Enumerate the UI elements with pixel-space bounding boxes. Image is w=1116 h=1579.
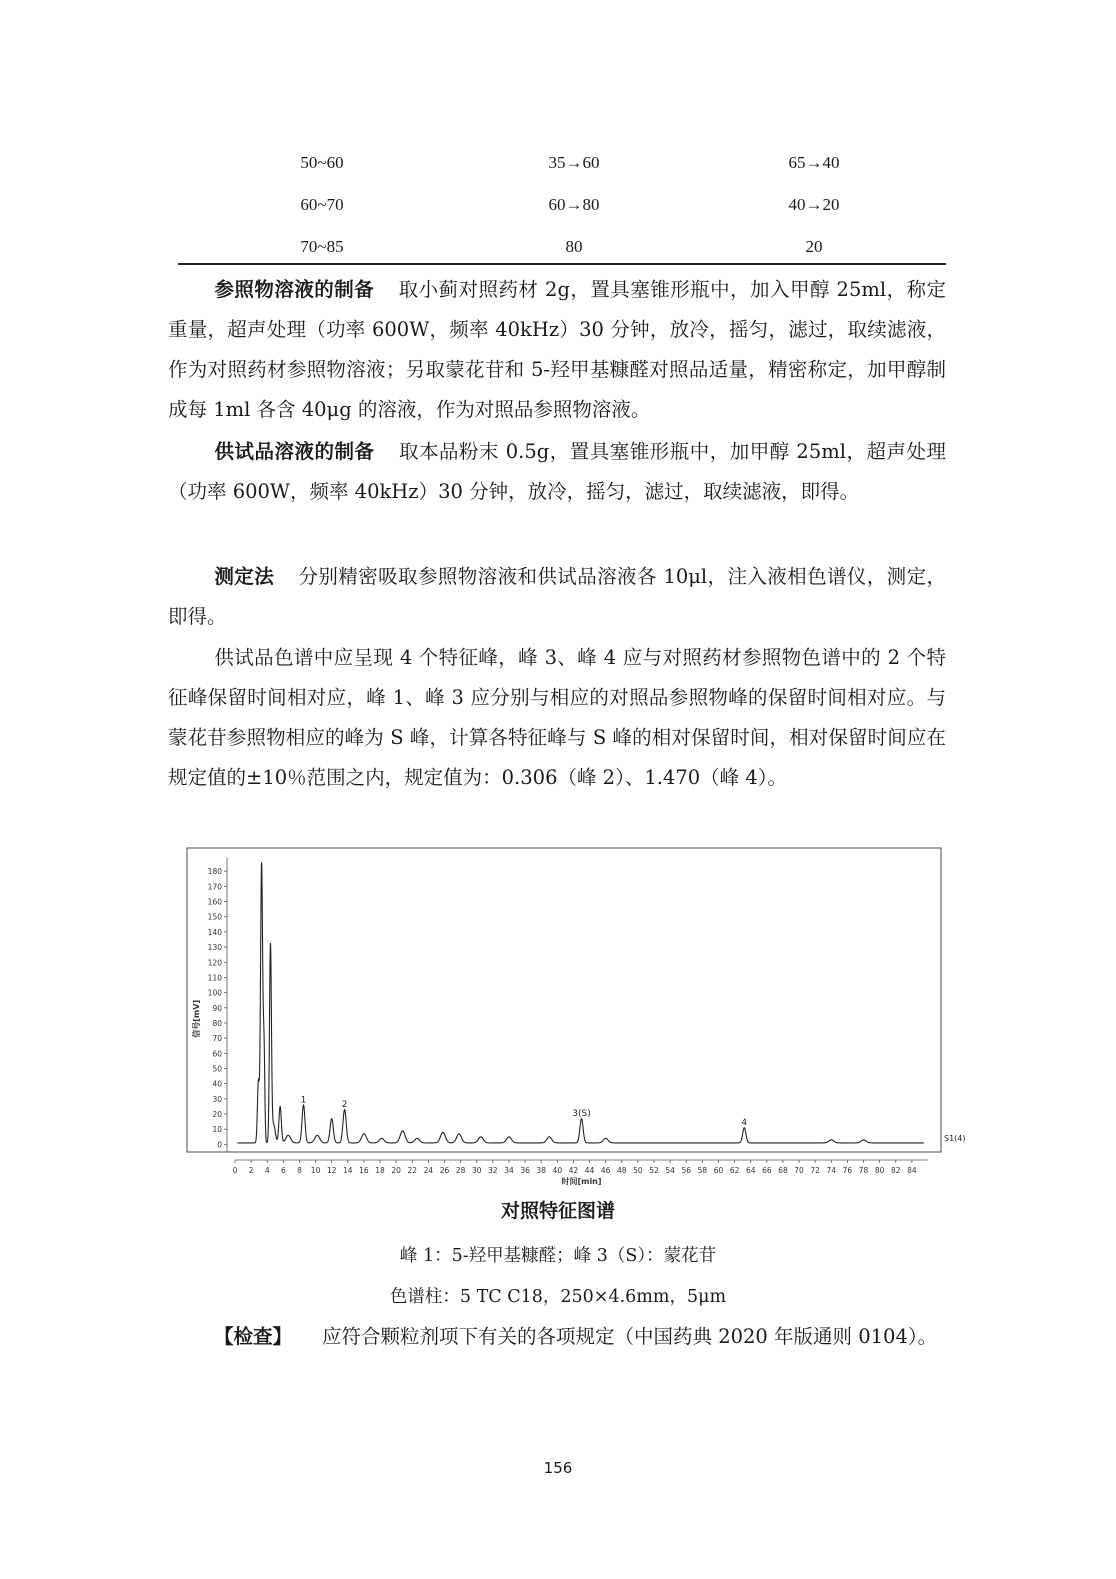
x-tick-label: 50 (633, 1166, 643, 1175)
x-tick-label: 76 (842, 1166, 853, 1175)
y-tick-label: 80 (212, 1018, 222, 1028)
x-tick-label: 62 (729, 1166, 740, 1175)
y-tick-label: 110 (207, 973, 222, 983)
x-tick-label: 30 (471, 1166, 482, 1175)
peak-label: 3(S) (572, 1109, 591, 1120)
y-tick-label: 40 (212, 1079, 222, 1089)
y-tick-label: 90 (212, 1003, 222, 1013)
x-tick-label: 14 (343, 1166, 353, 1175)
x-tick-label: 2 (248, 1166, 254, 1175)
x-tick-label: 80 (874, 1166, 885, 1175)
y-tick-label: 120 (207, 958, 222, 968)
peak-label: 2 (341, 1100, 348, 1111)
paragraph-reference-solution (168, 270, 946, 430)
x-tick-label: 58 (697, 1166, 708, 1175)
table-bottom-rule (178, 263, 946, 265)
x-tick-label: 4 (264, 1166, 270, 1175)
paragraph-check (168, 1317, 946, 1357)
x-tick-label: 10 (310, 1166, 321, 1175)
x-tick-label: 40 (552, 1166, 563, 1175)
figure-title: 对照特征图谱 (500, 1200, 615, 1222)
term-test-solution: 供试品溶液的制备 (214, 440, 375, 463)
x-tick-label: 84 (907, 1166, 917, 1175)
table-cell: 70~85 (300, 237, 344, 256)
table-cell: 20 (805, 237, 823, 256)
text-requirement: 供试品色谱中应呈现 4 个特征峰，峰 3、峰 4 应与对照药材参照物色谱中的 2 个特征峰保留时间相对应，峰 1、峰 3 应分别与相应的对照品参照物峰的保留时间相对应。与蒙花苷参照物相应的峰为 S 峰，计算各特征峰与 S 峰的相对保留时间，相对保留时间应在规定值的±10％范围之内，规定值为：0.306（峰 2）、1.470（峰 4）。 (168, 646, 946, 789)
x-tick-label: 78 (858, 1166, 869, 1175)
x-tick-label: 16 (359, 1166, 369, 1175)
x-tick-label: 46 (600, 1166, 611, 1175)
table-cell: 60→80 (548, 195, 600, 214)
term-reference-solution: 参照物溶液的制备 (214, 278, 375, 301)
table-cell: 50~60 (300, 153, 344, 172)
table-cell: 80 (565, 237, 583, 256)
table-row (178, 184, 946, 226)
x-tick-label: 60 (713, 1166, 724, 1175)
x-tick-label: 26 (439, 1166, 450, 1175)
paragraph-requirement (168, 638, 946, 798)
x-tick-label: 68 (778, 1166, 788, 1175)
page-number: 156 (543, 1459, 573, 1477)
y-tick-label: 160 (207, 897, 222, 907)
table-cell: 40→20 (788, 195, 840, 214)
x-tick-label: 20 (391, 1166, 401, 1175)
y-tick-label: 30 (212, 1094, 222, 1104)
y-tick-label: 70 (212, 1034, 222, 1044)
table-row (178, 142, 946, 184)
trace-label: S1(4) (944, 1133, 966, 1143)
chromatogram-trace (237, 862, 923, 1143)
x-tick-label: 66 (762, 1166, 772, 1175)
x-tick-label: 12 (326, 1166, 337, 1175)
gradient-table (178, 142, 946, 268)
table-row (178, 226, 946, 268)
text-check: 应符合颗粒剂项下有关的各项规定（中国药典 2020 年版通则 0104）。 (322, 1325, 938, 1348)
y-tick-label: 50 (212, 1064, 222, 1074)
x-tick-label: 64 (745, 1166, 756, 1175)
y-tick-label: 130 (207, 943, 222, 953)
table-cell: 60~70 (300, 195, 344, 214)
x-tick-label: 22 (407, 1166, 418, 1175)
x-tick-label: 18 (375, 1166, 385, 1175)
y-tick-label: 170 (207, 882, 222, 892)
peak-label: 1 (300, 1095, 307, 1106)
x-tick-label: 70 (794, 1166, 804, 1175)
x-axis-title: 时间[min] (561, 1177, 602, 1186)
x-tick-label: 56 (681, 1166, 692, 1175)
x-tick-label: 28 (455, 1166, 466, 1175)
x-tick-label: 36 (520, 1166, 530, 1175)
y-tick-label: 180 (207, 867, 222, 877)
y-axis-title: 信号[mV] (192, 999, 201, 1038)
y-tick-label: 20 (212, 1110, 222, 1120)
x-tick-label: 54 (665, 1166, 675, 1175)
text-method: 分别精密吸取参照物溶液和供试品溶液各 10μl，注入液相色谱仪，测定，即得。 (168, 565, 946, 628)
paragraph-method (168, 557, 946, 637)
chromatogram-chart (178, 846, 966, 1186)
x-tick-label: 48 (617, 1166, 627, 1175)
y-tick-label: 140 (207, 927, 222, 937)
x-tick-label: 34 (504, 1166, 514, 1175)
term-check: 【检查】 (214, 1325, 293, 1348)
y-tick-label: 100 (207, 988, 222, 998)
x-tick-label: 82 (890, 1166, 901, 1175)
term-method: 测定法 (214, 565, 275, 588)
y-tick-label: 150 (207, 912, 222, 922)
x-tick-label: 74 (826, 1166, 837, 1175)
x-tick-label: 42 (568, 1166, 579, 1175)
x-tick-label: 6 (280, 1166, 286, 1175)
table-cell: 35→60 (548, 153, 600, 172)
x-tick-label: 8 (297, 1166, 302, 1175)
x-tick-label: 32 (488, 1166, 498, 1175)
x-tick-label: 24 (423, 1166, 434, 1175)
figure-peak-note: 峰 1：5-羟甲基糠醛；峰 3（S）：蒙花苷 (399, 1246, 717, 1266)
x-tick-label: 52 (649, 1166, 659, 1175)
y-tick-label: 0 (217, 1140, 222, 1150)
figure-column-note: 色谱柱：5 TC C18，250×4.6mm，5μm (389, 1287, 727, 1307)
peak-label: 4 (741, 1118, 748, 1129)
chart-frame (187, 848, 941, 1152)
x-tick-label: 44 (584, 1166, 595, 1175)
x-tick-label: 0 (232, 1166, 238, 1175)
y-tick-label: 60 (212, 1049, 222, 1059)
x-tick-label: 38 (536, 1166, 546, 1175)
text-reference-solution: 取小蓟对照药材 2g，置具塞锥形瓶中，加入甲醇 25ml，称定重量，超声处理（功率 600W，频率 40kHz）30 分钟，放冷，摇匀，滤过，取续滤液，作为对照药材参照物溶液；另取蒙花苷和 5-羟甲基糠醛对照品适量，精密称定，加甲醇制成每 1ml 各含 40μg 的溶液，作为对照品参照物溶液。 (168, 278, 946, 421)
table-cell: 65→40 (788, 153, 840, 172)
text-test-solution: 取本品粉末 0.5g，置具塞锥形瓶中，加甲醇 25ml，超声处理（功率 600W，频率 40kHz）30 分钟，放冷，摇匀，滤过，取续滤液，即得。 (168, 440, 946, 503)
y-tick-label: 10 (212, 1125, 222, 1135)
x-tick-label: 72 (810, 1166, 820, 1175)
paragraph-test-solution (168, 432, 946, 512)
